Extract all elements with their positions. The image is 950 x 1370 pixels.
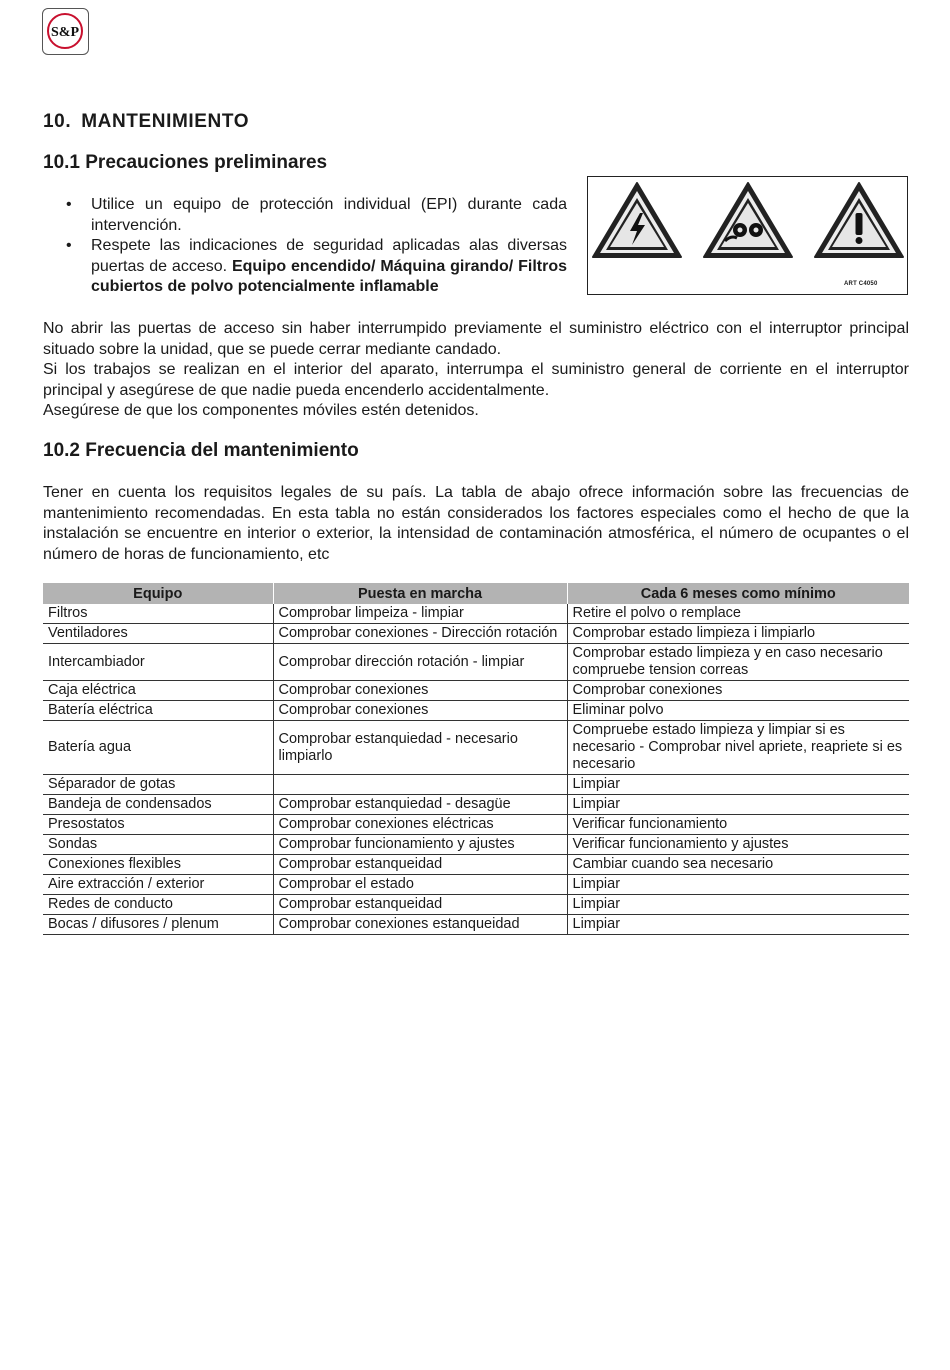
svg-text:S&P: S&P [51, 25, 79, 40]
column-header: Cada 6 meses como mínimo [567, 583, 909, 604]
paragraph: Asegúrese de que los componentes móviles estén detenidos. [43, 402, 479, 419]
table-cell: Limpiar [567, 875, 909, 895]
subsection-heading-precautions: 10.1 Precauciones preliminares [43, 152, 328, 173]
table-cell: Comprobar conexiones - Dirección rotación [273, 624, 567, 644]
table-cell: Comprobar funcionamiento y ajustes [273, 835, 567, 855]
table-row [43, 815, 909, 835]
table-cell [273, 775, 567, 795]
maintenance-table [43, 583, 909, 935]
table-row [43, 604, 909, 624]
table-cell: Comprobar dirección rotación - limpiar [273, 644, 567, 681]
subsection-heading-frequency: 10.2 Frecuencia del mantenimiento [43, 440, 359, 461]
table-row [43, 835, 909, 855]
paragraph: No abrir las puertas de acceso sin haber interrumpido previamente el suministro eléctrico con el interruptor principal situado sobre la unidad, que se puede cerrar mediante candado. [43, 320, 909, 358]
table-cell: Redes de conducto [43, 895, 273, 915]
table-cell: Comprobar estanqueidad [273, 855, 567, 875]
table-cell: Comprobar estanquiedad - desagüe [273, 795, 567, 815]
section-title: MANTENIMIENTO [81, 111, 250, 132]
table-cell: Comprobar estado limpieza y en caso necesario compruebe tension correas [567, 644, 909, 681]
pictogram-reference: ART C4050 [844, 281, 878, 287]
section-number: 10. [43, 111, 72, 132]
table-cell: Aire extracción / exterior [43, 875, 273, 895]
rotating-parts-hazard-icon [704, 183, 792, 257]
table-row [43, 624, 909, 644]
column-header: Equipo [43, 583, 273, 604]
table-header-row [43, 583, 909, 604]
table-cell: Retire el polvo o remplace [567, 604, 909, 624]
table-row [43, 875, 909, 895]
table-cell: Caja eléctrica [43, 681, 273, 701]
table-cell: Eliminar polvo [567, 701, 909, 721]
list-item [43, 195, 567, 236]
table-cell: Verificar funcionamiento [567, 815, 909, 835]
section-heading [43, 111, 249, 133]
table-cell: Limpiar [567, 895, 909, 915]
list-item-text: Respete las indicaciones de seguridad aplicadas alas diversas puertas de acceso. [91, 237, 567, 275]
table-cell: Comprobar conexiones eléctricas [273, 815, 567, 835]
table-cell: Comprobar estanqueidad [273, 895, 567, 915]
table-cell: Comprobar limpeiza - limpiar [273, 604, 567, 624]
sp-logo [42, 8, 89, 55]
paragraph: Tener en cuenta los requisitos legales de su país. La tabla de abajo ofrece información sobre las frecuencias de mantenimiento recomendadas. En esta tabla no están considerados los factores especiales como el hecho de que la instalación se encuentre en interior o exterior, la intensidad de contaminación atmosférica, el número de ocupantes o el número de horas de funcionamiento, etc [43, 484, 909, 563]
table-row [43, 855, 909, 875]
precautions-list [43, 195, 567, 298]
table-cell: Compruebe estado limpieza y limpiar si es necesario - Comprobar nivel apriete, reapriete si es necesario [567, 721, 909, 775]
table-cell: Séparador de gotas [43, 775, 273, 795]
table-row [43, 895, 909, 915]
table-cell: Presostatos [43, 815, 273, 835]
table-cell: Bocas / difusores / plenum [43, 915, 273, 935]
table-cell: Bandeja de condensados [43, 795, 273, 815]
table-cell: Intercambiador [43, 644, 273, 681]
table-cell: Comprobar conexiones [567, 681, 909, 701]
list-item-text: Utilice un equipo de protección individual (EPI) durante cada intervención. [91, 196, 567, 234]
table-cell: Comprobar el estado [273, 875, 567, 895]
table-cell: Conexiones flexibles [43, 855, 273, 875]
paragraph: Si los trabajos se realizan en el interior del aparato, interrumpa el suministro general de corriente en el interruptor principal y asegúrese de que nadie pueda encenderlo accidentalmente. [43, 361, 909, 399]
table-cell: Limpiar [567, 915, 909, 935]
table-cell: Cambiar cuando sea necesario [567, 855, 909, 875]
warning-pictograms [587, 176, 908, 295]
table-row [43, 795, 909, 815]
table-cell: Verificar funcionamiento y ajustes [567, 835, 909, 855]
table-cell: Comprobar conexiones estanqueidad [273, 915, 567, 935]
list-item [43, 236, 567, 298]
bullet-icon: • [66, 196, 72, 213]
table-cell: Comprobar conexiones [273, 681, 567, 701]
table-cell: Ventiladores [43, 624, 273, 644]
column-header: Puesta en marcha [273, 583, 567, 604]
table-cell: Comprobar estanquiedad - necesario limpiarlo [273, 721, 567, 775]
table-row [43, 721, 909, 775]
table-row [43, 681, 909, 701]
bullet-icon: • [66, 237, 72, 254]
table-cell: Comprobar estado limpieza i limpiarlo [567, 624, 909, 644]
table-row [43, 775, 909, 795]
general-warning-icon [815, 183, 903, 257]
table-cell: Batería agua [43, 721, 273, 775]
table-row [43, 915, 909, 935]
table-row [43, 701, 909, 721]
electric-hazard-icon [593, 183, 681, 257]
list-item-bold-text: Equipo encendido/ Máquina girando/ Filtros cubiertos de polvo potencialmente inflamable [91, 257, 567, 295]
table-row [43, 644, 909, 681]
table-cell: Sondas [43, 835, 273, 855]
table-cell: Filtros [43, 604, 273, 624]
table-cell: Batería eléctrica [43, 701, 273, 721]
table-cell: Comprobar conexiones [273, 701, 567, 721]
table-cell: Limpiar [567, 795, 909, 815]
table-cell: Limpiar [567, 775, 909, 795]
